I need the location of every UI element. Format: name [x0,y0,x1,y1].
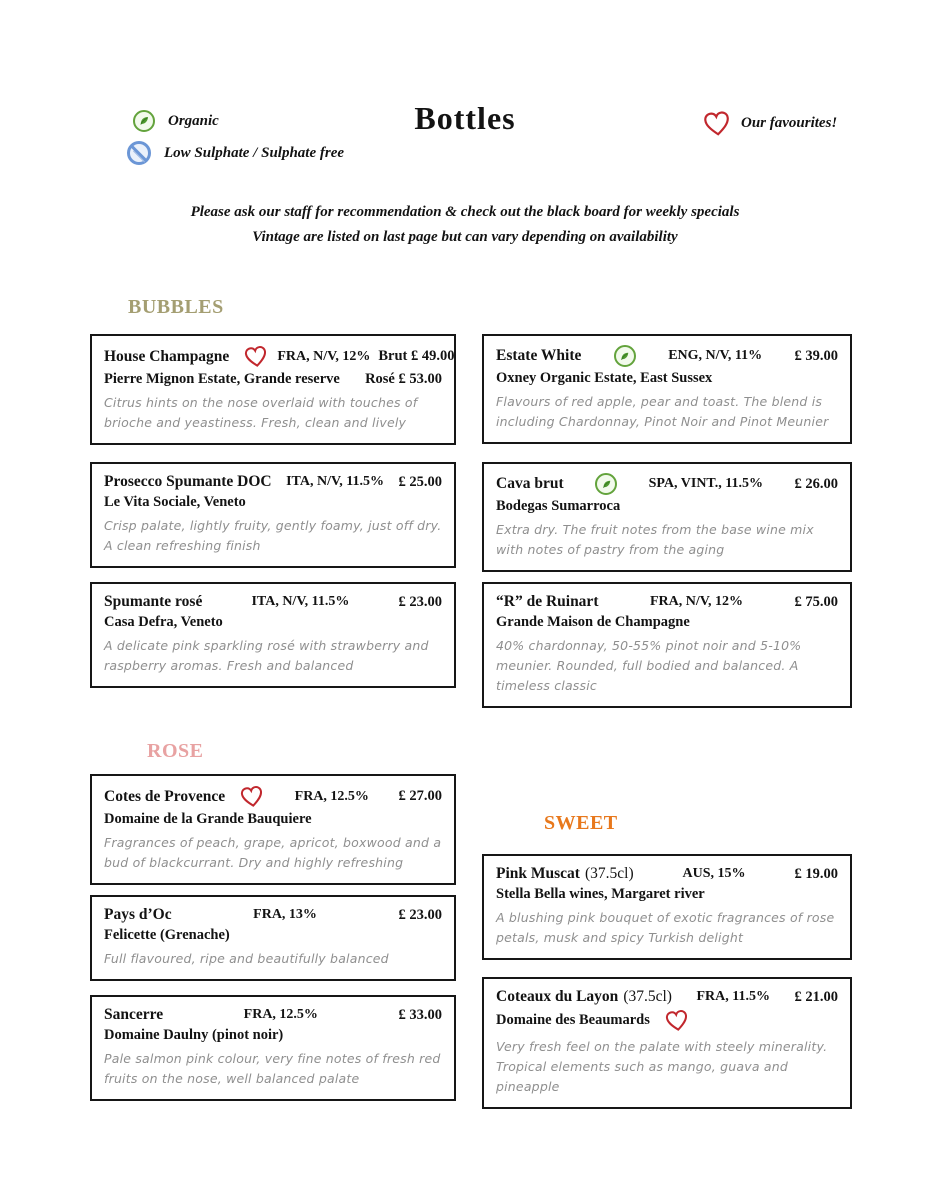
wine-name: Prosecco Spumante DOC [104,473,272,490]
wine-price: £ 25.00 [398,473,442,490]
wine-name: Sancerre [104,1006,164,1023]
wine-description: Extra dry. The fruit notes from the base wine mix with notes of pastry from the aging [496,522,814,557]
wine-card-estate-white [482,334,852,444]
wine-card-sancerre [90,995,456,1101]
wine-card-pays-doc [90,895,456,981]
section-title-bubbles: BUBBLES [128,296,224,318]
legend-sulphate [127,141,344,165]
favourites-legend [702,110,837,137]
wine-producer: Stella Bella wines, Margaret river [496,886,705,902]
wine-name: “R” de Ruinart [496,593,599,610]
wine-meta: SPA, VINT., 11.5% [648,476,763,491]
wine-card-cava-brut [482,462,852,572]
wine-meta: FRA, 11.5% [696,989,770,1004]
wine-producer: Casa Defra, Veneto [104,614,223,630]
wine-meta: FRA, N/V, 12% [649,594,744,609]
wine-card-coteaux-du-layon [482,977,852,1109]
wine-description: Flavours of red apple, pear and toast. The blend is including Chardonnay, Pinot Noir and Pinot Meunier [496,394,829,429]
wine-price: £ 23.00 [398,593,442,610]
wine-price-rose: Rosé £ 53.00 [365,371,442,387]
wine-description: A delicate pink sparkling rosé with strawberry and raspberry aromas. Fresh and balanced [104,638,429,673]
page-title: Bottles [414,100,516,136]
wine-meta: FRA, 12.5% [294,788,369,804]
heart-icon [239,785,265,808]
wine-card-spumante-rose [90,582,456,688]
wine-price: Brut £ 49.00 [378,348,455,364]
wine-card-cotes-de-provence [90,774,456,885]
wine-card-pink-muscat [482,854,852,960]
wine-card-r-de-ruinart [482,582,852,708]
wine-description: Crisp palate, lightly fruity, gently foamy, just off dry. A clean refreshing finish [104,518,442,553]
heart-icon [702,110,732,137]
wine-description: 40% chardonnay, 50-55% pinot noir and 5-10% meunier. Rounded, full bodied and balanced. A timeless classic [496,638,802,693]
organic-leaf-icon [614,345,636,367]
wine-name: Cotes de Provence [104,787,226,805]
wine-price: £ 23.00 [398,906,442,923]
heart-icon [664,1009,690,1032]
wine-price: £ 26.00 [794,475,838,492]
wine-name: Spumante rosé [104,593,203,610]
section-title-sweet: SWEET [544,812,618,834]
favourites-label: Our favourites! [741,115,838,131]
wine-producer: Domaine Daulny (pinot noir) [104,1027,284,1043]
organic-label: Organic [168,112,219,129]
heart-icon [243,345,269,368]
wine-price: £ 33.00 [398,1006,442,1023]
wine-meta: FRA, N/V, 12% [277,348,371,364]
wine-description: Pale salmon pink colour, very fine notes of fresh red fruits on the nose, well balanced palate [104,1051,441,1086]
wine-meta: AUS, 15% [682,866,746,881]
wine-price: £ 75.00 [794,593,838,610]
wine-price: £ 27.00 [398,788,442,804]
sulphate-label: Low Sulphate / Sulphate free [164,144,345,161]
wine-description: A blushing pink bouquet of exotic fragrances of rose petals, musk and spicy Turkish delight [496,910,835,945]
wine-card-prosecco [90,462,456,568]
wine-meta: ENG, N/V, 11% [668,348,763,363]
wine-producer: Grande Maison de Champagne [496,614,690,630]
wine-description: Citrus hints on the nose overlaid with touches of brioche and yeastiness. Fresh, clean and lively [104,395,418,430]
wine-name: Coteaux du Layon [496,988,619,1005]
wine-description: Full flavoured, ripe and beautifully balanced [104,951,389,966]
wine-name: Estate White [496,347,582,364]
wine-meta: FRA, 13% [253,907,317,922]
note-line-2: Vintage are listed on last page but can vary depending on availability [252,229,678,245]
wine-description: Fragrances of peach, grape, apricot, boxwood and a bud of blackcurrant. Dry and highly refreshing [104,835,442,870]
section-title-rose: ROSE [147,740,204,762]
wine-producer: Bodegas Sumarroca [496,498,621,514]
wine-producer: Felicette (Grenache) [104,927,230,943]
wine-meta: ITA, N/V, 11.5% [251,594,350,609]
wine-description: Very fresh feel on the palate with steely minerality. Tropical elements such as mango, guava and pineapple [496,1039,828,1094]
wine-card-house-champagne [90,334,456,445]
wine-producer: Pierre Mignon Estate, Grande reserve [104,371,340,387]
wine-name: Cava brut [496,475,564,492]
wine-meta: ITA, N/V, 11.5% [286,474,384,489]
wine-producer: Oxney Organic Estate, East Sussex [496,370,713,386]
wine-price: £ 39.00 [794,347,838,364]
wine-name: Pink Muscat [496,865,580,882]
wine-producer: Domaine de la Grande Bauquiere [104,811,312,827]
wine-price: £ 19.00 [794,865,838,882]
wine-meta: FRA, 12.5% [243,1007,318,1022]
wine-name: Pays d’Oc [104,906,172,923]
no-sulphate-icon [127,141,151,165]
wine-producer: Le Vita Sociale, Veneto [104,494,246,510]
wine-producer: Domaine des Beaumards [496,1012,650,1028]
organic-leaf-icon [595,473,617,495]
menu-notes [0,200,930,250]
wine-price: £ 21.00 [794,988,838,1005]
note-line-1: Please ask our staff for recommendation & check out the black board for weekly specials [190,204,740,220]
wine-size: (37.5cl) [623,988,672,1005]
wine-size: (37.5cl) [584,865,634,882]
wine-name: House Champagne [104,347,230,365]
